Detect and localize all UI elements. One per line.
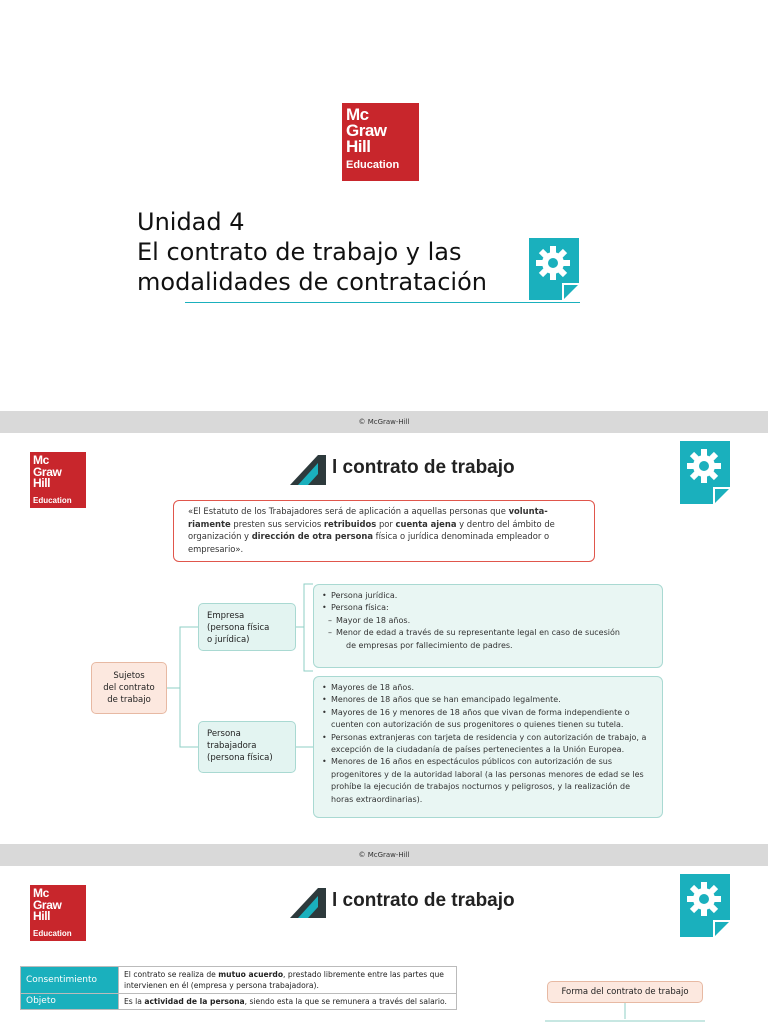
copyright-bar [0, 411, 768, 433]
table-row [21, 967, 457, 994]
list-item: • Mayores de 16 y menores de 18 años que vivan de forma independiente o cuenten con autorización de sus progenitores o quienes tienen su tutela. [322, 707, 654, 732]
row-description [119, 967, 457, 994]
empresa-details-box [313, 584, 663, 668]
logo-text: Graw [33, 897, 62, 912]
logo-text: Graw [33, 464, 62, 479]
gear-icon [529, 238, 579, 300]
list-item: – Menor de edad a través de su representante legal en caso de sucesión [322, 627, 654, 639]
logo-text: Mc [33, 453, 49, 467]
quote-text: «El Estatuto de los Trabajadores será de aplicación a aquellas personas que [188, 506, 509, 516]
node-label: Empresa [207, 611, 245, 621]
forma-contrato-node: Forma del contrato de trabajo [547, 981, 703, 1003]
description-text: Es la [124, 997, 145, 1006]
mcgraw-hill-logo [342, 103, 419, 181]
logo-text: Graw [346, 121, 387, 140]
quote-bold: riamente [188, 518, 231, 529]
empresa-list [322, 590, 654, 652]
quote-text: física o jurídica denominada empleador o empresario». [188, 531, 550, 555]
node-empresa [198, 603, 296, 651]
logo-text: Education [346, 159, 400, 171]
description-bold: mutuo acuerdo [218, 970, 284, 979]
node-label: (persona física [207, 623, 270, 633]
row-header: Consentimiento [21, 967, 119, 994]
copyright-text: © McGraw-Hill [358, 851, 410, 859]
list-item: • Persona jurídica. [322, 590, 654, 602]
logo-text: Hill [33, 909, 51, 923]
logo-text: Mc [346, 105, 369, 124]
node-label: o jurídica) [207, 635, 250, 645]
description-text: , prestado libremente entre las partes que intervienen en él (empresa y persona trabajadora). [124, 970, 444, 990]
list-item: de empresas por fallecimiento de padres. [346, 640, 513, 650]
quote-bold: volunta- [508, 506, 548, 516]
node-label: Sujetos [113, 671, 145, 681]
quote-bold: dirección de otra persona [251, 531, 373, 542]
node-persona-trabajadora [198, 721, 296, 773]
subjects-slide [0, 433, 768, 845]
node-label: del contrato [103, 683, 155, 693]
section-stripes-icon [290, 888, 326, 918]
gear-icon [680, 874, 730, 937]
copyright-text: © McGraw-Hill [358, 418, 410, 426]
list-item: • Persona física: [322, 602, 654, 614]
list-item: • Mayores de 18 años. [322, 682, 654, 694]
row-description [119, 994, 457, 1010]
list-item: • Personas extranjeras con tarjeta de residencia y con autorización de trabajo, a excepción de la ciudadanía de países pertenecientes a la Unión Europea. [322, 732, 654, 757]
logo-text: Mc [33, 886, 49, 900]
persona-list [322, 682, 654, 806]
description-bold: actividad de la persona [144, 997, 245, 1006]
mcgraw-hill-logo [30, 885, 86, 941]
logo-text: Hill [346, 137, 371, 156]
table-row [21, 994, 457, 1010]
logo-text: Hill [33, 476, 51, 490]
forma-connector [540, 1003, 710, 1024]
copyright-bar [0, 844, 768, 866]
section-title: l contrato de trabajo [332, 457, 515, 478]
node-label: Persona [207, 729, 241, 739]
title-slide [0, 0, 768, 411]
description-text: El contrato se realiza de [124, 970, 219, 979]
root-node-subjects [91, 662, 167, 714]
unit-number: Unidad 4 [137, 208, 245, 236]
logo-text: Education [33, 928, 72, 938]
logo-text: Education [33, 495, 72, 505]
list-item: – Mayor de 18 años. [322, 615, 654, 627]
unit-title-line: modalidades de contratación [137, 268, 487, 296]
description-text: , siendo esta la que se remunera a través del salario. [244, 997, 447, 1006]
quote-text: y dentro del ámbito de organización y [188, 518, 555, 542]
row-header: Objeto [21, 994, 119, 1010]
quote-text: por [376, 518, 396, 529]
list-item: • Menores de 16 años en espectáculos públicos con autorización de sus progenitores y de la autoridad laboral (a las personas menores de edad se les prohíbe la ejecución de trabajos nocturnos y peligrosos, y la realización de horas extraordinarias). [322, 756, 654, 806]
contract-elements-table [20, 966, 457, 1010]
node-label: (persona física) [207, 753, 273, 763]
unit-title [137, 207, 487, 297]
title-divider [185, 302, 580, 303]
persona-details-box [313, 676, 663, 818]
list-item: • Menores de 18 años que se han emancipado legalmente. [322, 694, 654, 706]
section-title: l contrato de trabajo [332, 890, 515, 911]
node-label: trabajadora [207, 741, 257, 751]
node-label: de trabajo [107, 695, 151, 705]
quote-bold: cuenta ajena [395, 518, 457, 529]
quote-text: presten sus servicios [230, 518, 324, 529]
unit-title-line: El contrato de trabajo y las [137, 238, 462, 266]
elements-slide [0, 866, 768, 1024]
quote-bold: retribuidos [323, 518, 377, 529]
